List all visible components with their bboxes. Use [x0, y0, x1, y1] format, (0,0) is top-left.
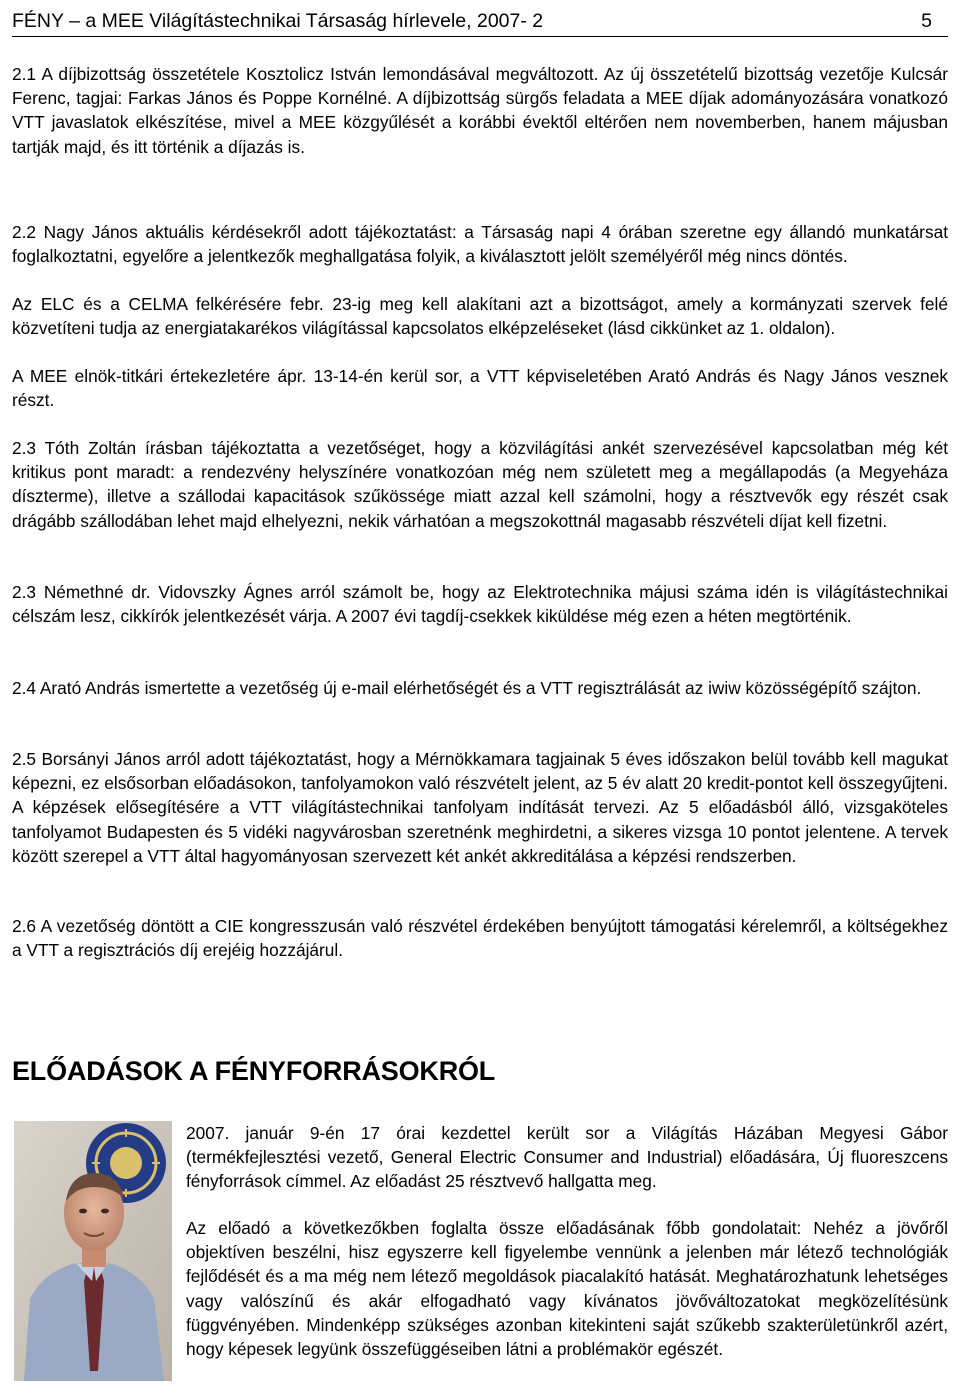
- paragraph-2-6: 2.6 A vezetőség döntött a CIE kongresszusán való részvétel érdekében benyújtott támogatási kérelemről, a költségekhez a VTT a regisztrációs díj erejéig hozzájárul.: [12, 916, 948, 961]
- page-number: 5: [921, 10, 932, 32]
- section-heading: ELŐADÁSOK A FÉNYFORRÁSOKRÓL: [12, 1056, 496, 1086]
- paragraph-2-3-nemethne: 2.3 Némethné dr. Vidovszky Ágnes arról számolt be, hogy az Elektrotechnika májusi száma idén is világítástechnikai célszám lesz, cikkírók jelentkezését várja. A 2007 évi tagdíj-csekkek kiküldése még ezen a héten megtörténik.: [12, 582, 948, 627]
- paragraph-mee-meeting: A MEE elnök-titkári értekezletére ápr. 13-14-én kerül sor, a VTT képviseletében Arató András és Nagy János vesznek részt.: [12, 366, 948, 411]
- paragraph-2-1: 2.1 A díjbizottság összetétele Kosztolicz István lemondásával megváltozott. Az új összetételű bizottság vezetője Kulcsár Ferenc, tagjai: Farkas János és Poppe Kornélné. A díjbizottság sürgős feladata a MEE díjak adományozására vonatkozó VTT javaslatok elkészítése, mivel a MEE közgyűlését a korábbi évektől eltérően nem novemberben, hanem májusban tartják majd, és itt történik a díjazás is.: [12, 64, 948, 157]
- newsletter-title: FÉNY – a MEE Világítástechnikai Társaság hírlevele, 2007- 2: [12, 10, 544, 32]
- paragraph-2-5: 2.5 Borsányi János arról adott tájékoztatást, hogy a Mérnökkamara tagjainak 5 éves időszakon belül tovább kell magukat képezni, ez elsősorban előadásokon, tanfolyamokon való részvételt jelent, az 5 év alatt 20 kredit-pontot kell összegyűjteni. A képzések elősegítésére a VTT világítástechnikai tanfolyam indítását tervezi. Az 5 előadásból álló, vizsgaköteles tanfolyamot Budapesten és 5 vidéki nagyvárosban szeretnénk meghirdetni, a sikeres vizsga 10 pontot jelentene. A tervek között szerepel a VTT által hagyományosan szervezett két ankét akkreditálása a képzési rendszerben.: [12, 749, 948, 866]
- lecture-summary: Az előadó a következőkben foglalta össze előadásának főbb gondolatait: Nehéz a jövőről objektíven beszélni, hisz egyszerre kell figyelembe vennünk a jelenben már létező technológiák fejlődését és a ma még nem létező megoldások piacalakító hatását. Meghatározhatunk lehetséges vagy valószínű és akár elfogadható vagy kívánatos jövőváltozatokat megközelítésünk függvényében. Mindenképp szükséges azonban kitekinteni saját szűkebb szakterületünkről azért, hogy képesek legyünk összefüggéseiben látni a problémakör egészét.: [186, 1218, 948, 1360]
- paragraph-elc-celma: Az ELC és a CELMA felkérésére febr. 23-ig meg kell alakítani azt a bizottságot, amely a kormányzati szervek felé közvetíteni tudja az energiatakarékos világítással kapcsolatos elképzeléseket (lásd cikkünket az 1. oldalon).: [12, 294, 948, 339]
- speaker-photo: [14, 1121, 172, 1381]
- paragraph-2-2: 2.2 Nagy János aktuális kérdésekről adott tájékoztatást: a Társaság napi 4 órában szeretne egy állandó munkatársat foglalkoztatni, egyelőre a jelentkezők meghallgatása folyik, a kiválasztott jelölt személyéről még nincs döntés.: [12, 222, 948, 267]
- paragraph-2-4: 2.4 Arató András ismertette a vezetőség új e-mail elérhetőségét és a VTT regisztrálását az iwiw közösségépítő szájton.: [12, 678, 922, 698]
- page-header: [12, 4, 948, 37]
- paragraph-2-3-toth: 2.3 Tóth Zoltán írásban tájékoztatta a vezetőséget, hogy a közvilágítási ankét szervezésével kapcsolatban még két kritikus pont maradt: a rendezvény helyszínére vonatkozóan még nem született meg a megállapodás (a Megyeháza díszterme), illetve a szállodai kapacitások szűkössége miatt azzal kell számolni, hogy a résztvevők egy részét csak drágább szállodában lehet majd elhelyezni, nekik várhatóan a megszokottnál magasabb részvételi díjat kell fizetni.: [12, 438, 948, 531]
- lecture-intro: 2007. január 9-én 17 órai kezdettel került sor a Világítás Házában Megyesi Gábor (termékfejlesztési vezető, General Electric Consumer and Industrial) előadására, Új fluoreszcens fényforrások címmel. Az előadást 25 résztvevő hallgatta meg.: [186, 1123, 948, 1192]
